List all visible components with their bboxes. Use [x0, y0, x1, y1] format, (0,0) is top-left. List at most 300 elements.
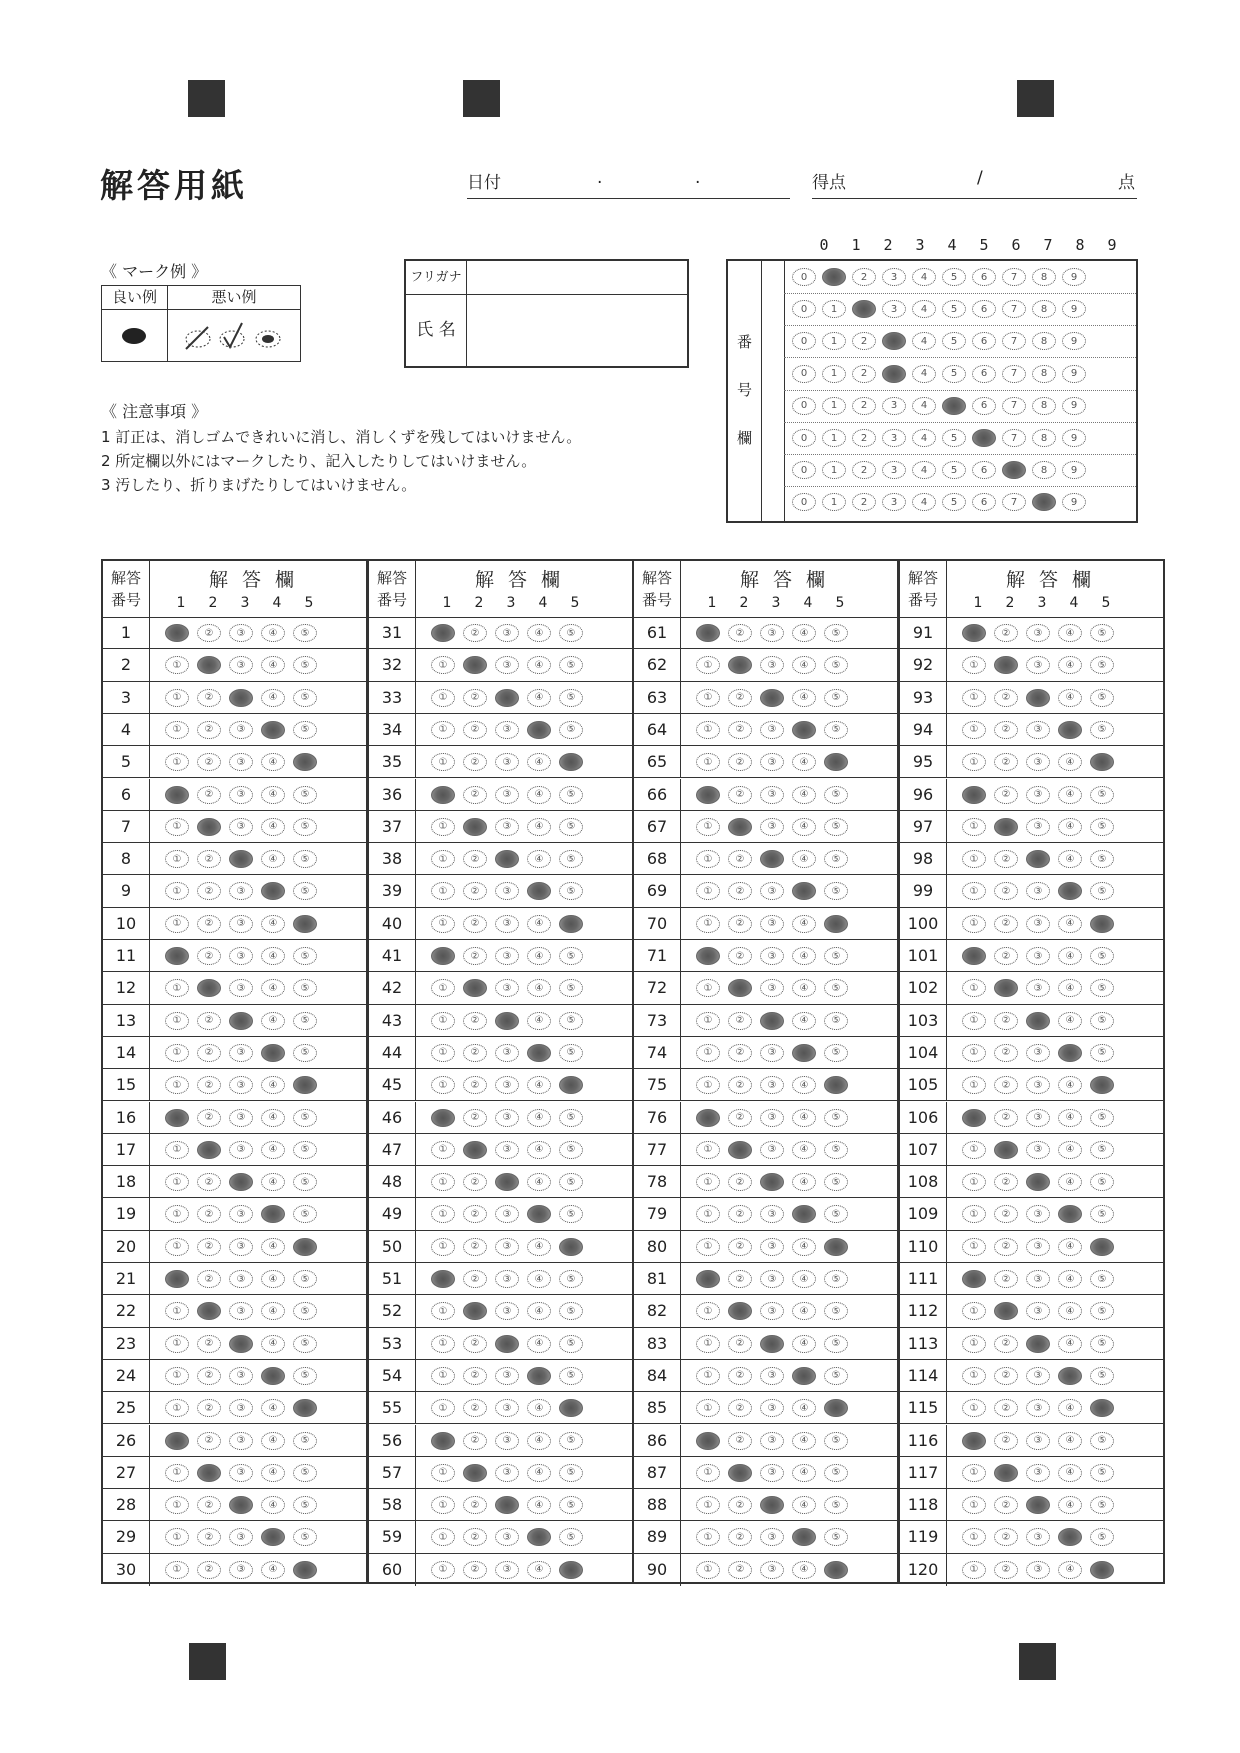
answer-bubble[interactable]	[197, 1464, 221, 1482]
answer-bubble[interactable]: ③	[760, 1302, 784, 1320]
answer-bubble[interactable]: ④	[261, 624, 285, 642]
answer-bubble[interactable]: ⑤	[293, 721, 317, 739]
answer-bubble[interactable]: ⑤	[824, 1173, 848, 1191]
answer-bubble[interactable]: ①	[962, 1561, 986, 1579]
digit-bubble[interactable]: 7	[1002, 493, 1026, 511]
answer-bubble[interactable]: ②	[197, 1270, 221, 1288]
answer-bubble[interactable]: ①	[962, 979, 986, 997]
answer-bubble[interactable]: ①	[962, 1044, 986, 1062]
answer-bubble[interactable]	[1058, 1367, 1082, 1385]
answer-bubble[interactable]: ②	[994, 689, 1018, 707]
answer-bubble[interactable]: ②	[994, 1238, 1018, 1256]
answer-bubble[interactable]: ④	[261, 1141, 285, 1159]
answer-bubble[interactable]: ③	[229, 1399, 253, 1417]
answer-bubble[interactable]: ①	[696, 1496, 720, 1514]
digit-bubble[interactable]: 9	[1062, 397, 1086, 415]
answer-bubble[interactable]: ①	[165, 1464, 189, 1482]
answer-bubble[interactable]: ⑤	[1090, 850, 1114, 868]
answer-bubble[interactable]: ①	[962, 1141, 986, 1159]
answer-bubble[interactable]: ⑤	[559, 1044, 583, 1062]
answer-bubble[interactable]: ④	[261, 818, 285, 836]
answer-bubble[interactable]: ①	[431, 979, 455, 997]
answer-bubble[interactable]: ①	[165, 689, 189, 707]
answer-bubble[interactable]: ⑤	[559, 947, 583, 965]
answer-bubble[interactable]: ④	[261, 656, 285, 674]
answer-bubble[interactable]: ④	[1058, 1335, 1082, 1353]
answer-bubble[interactable]	[1058, 1528, 1082, 1546]
answer-bubble[interactable]	[1090, 1076, 1114, 1094]
answer-bubble[interactable]: ③	[760, 1238, 784, 1256]
answer-bubble[interactable]: ④	[1058, 1432, 1082, 1450]
answer-bubble[interactable]	[824, 1399, 848, 1417]
answer-bubble[interactable]: ①	[962, 1302, 986, 1320]
answer-bubble[interactable]: ⑤	[293, 818, 317, 836]
answer-bubble[interactable]: ②	[728, 1496, 752, 1514]
answer-bubble[interactable]: ③	[760, 624, 784, 642]
answer-bubble[interactable]: ④	[1058, 915, 1082, 933]
answer-bubble[interactable]: ③	[1026, 1141, 1050, 1159]
answer-bubble[interactable]: ③	[1026, 1076, 1050, 1094]
answer-bubble[interactable]: ②	[463, 1012, 487, 1030]
answer-bubble[interactable]	[1026, 1012, 1050, 1030]
answer-bubble[interactable]: ⑤	[824, 1528, 848, 1546]
answer-bubble[interactable]: ③	[229, 1367, 253, 1385]
answer-bubble[interactable]: ④	[792, 1399, 816, 1417]
answer-bubble[interactable]: ④	[261, 1496, 285, 1514]
answer-bubble[interactable]: ①	[165, 1076, 189, 1094]
answer-bubble[interactable]: ④	[1058, 1109, 1082, 1127]
answer-bubble[interactable]: ③	[495, 1464, 519, 1482]
answer-bubble[interactable]: ①	[431, 1205, 455, 1223]
answer-bubble[interactable]: ③	[495, 1141, 519, 1159]
answer-bubble[interactable]	[962, 1432, 986, 1450]
answer-bubble[interactable]: ④	[527, 1399, 551, 1417]
answer-bubble[interactable]: ④	[1058, 753, 1082, 771]
answer-bubble[interactable]: ②	[994, 1270, 1018, 1288]
answer-bubble[interactable]: ⑤	[559, 786, 583, 804]
answer-bubble[interactable]	[792, 721, 816, 739]
answer-bubble[interactable]: ①	[431, 1496, 455, 1514]
answer-bubble[interactable]: ①	[696, 818, 720, 836]
answer-bubble[interactable]: ④	[792, 1302, 816, 1320]
answer-bubble[interactable]: ⑤	[293, 1012, 317, 1030]
digit-bubble[interactable]: 3	[882, 397, 906, 415]
answer-bubble[interactable]	[994, 1464, 1018, 1482]
answer-bubble[interactable]	[824, 753, 848, 771]
digit-bubble[interactable]	[852, 300, 876, 318]
answer-bubble[interactable]	[994, 979, 1018, 997]
answer-bubble[interactable]	[197, 1302, 221, 1320]
answer-bubble[interactable]: ③	[229, 1044, 253, 1062]
answer-bubble[interactable]: ④	[527, 1141, 551, 1159]
answer-bubble[interactable]: ⑤	[293, 786, 317, 804]
answer-bubble[interactable]: ②	[994, 1173, 1018, 1191]
answer-bubble[interactable]	[431, 1270, 455, 1288]
answer-bubble[interactable]: ①	[696, 882, 720, 900]
answer-bubble[interactable]: ③	[229, 1464, 253, 1482]
answer-bubble[interactable]: ⑤	[559, 1432, 583, 1450]
answer-bubble[interactable]: ①	[431, 656, 455, 674]
answer-bubble[interactable]: ②	[728, 1205, 752, 1223]
answer-bubble[interactable]: ①	[431, 915, 455, 933]
answer-bubble[interactable]: ③	[495, 1528, 519, 1546]
digit-bubble[interactable]: 2	[852, 332, 876, 350]
answer-bubble[interactable]: ①	[165, 1399, 189, 1417]
answer-bubble[interactable]: ②	[197, 1561, 221, 1579]
answer-bubble[interactable]: ①	[696, 656, 720, 674]
answer-bubble[interactable]: ③	[229, 1528, 253, 1546]
answer-bubble[interactable]: ①	[696, 1528, 720, 1546]
digit-bubble[interactable]: 8	[1032, 332, 1056, 350]
answer-bubble[interactable]: ⑤	[559, 1335, 583, 1353]
answer-bubble[interactable]: ④	[792, 786, 816, 804]
answer-bubble[interactable]: ③	[760, 1464, 784, 1482]
answer-bubble[interactable]: ②	[463, 1528, 487, 1546]
answer-bubble[interactable]	[463, 1464, 487, 1482]
answer-bubble[interactable]: ④	[527, 850, 551, 868]
answer-bubble[interactable]: ④	[792, 624, 816, 642]
answer-bubble[interactable]: ⑤	[1090, 979, 1114, 997]
answer-bubble[interactable]: ③	[1026, 1044, 1050, 1062]
answer-bubble[interactable]: ③	[760, 1044, 784, 1062]
answer-bubble[interactable]: ②	[994, 915, 1018, 933]
answer-bubble[interactable]	[431, 786, 455, 804]
answer-bubble[interactable]: ④	[792, 915, 816, 933]
answer-bubble[interactable]	[962, 1109, 986, 1127]
answer-bubble[interactable]: ②	[728, 1367, 752, 1385]
answer-bubble[interactable]: ④	[527, 1012, 551, 1030]
answer-bubble[interactable]: ②	[463, 1496, 487, 1514]
answer-bubble[interactable]: ③	[1026, 979, 1050, 997]
answer-bubble[interactable]: ④	[527, 1238, 551, 1256]
digit-bubble[interactable]: 2	[852, 493, 876, 511]
digit-bubble[interactable]: 1	[822, 429, 846, 447]
answer-bubble[interactable]: ①	[962, 850, 986, 868]
answer-bubble[interactable]: ⑤	[559, 1141, 583, 1159]
digit-bubble[interactable]: 3	[882, 268, 906, 286]
answer-bubble[interactable]: ③	[495, 979, 519, 997]
answer-bubble[interactable]: ⑤	[1090, 947, 1114, 965]
answer-bubble[interactable]	[463, 1141, 487, 1159]
answer-bubble[interactable]: ④	[1058, 1141, 1082, 1159]
answer-bubble[interactable]	[463, 979, 487, 997]
answer-bubble[interactable]	[431, 1432, 455, 1450]
answer-bubble[interactable]: ③	[229, 786, 253, 804]
answer-bubble[interactable]: ②	[728, 1012, 752, 1030]
answer-bubble[interactable]: ⑤	[1090, 1044, 1114, 1062]
answer-bubble[interactable]: ②	[463, 689, 487, 707]
answer-bubble[interactable]: ①	[431, 1173, 455, 1191]
answer-bubble[interactable]: ③	[495, 1205, 519, 1223]
answer-bubble[interactable]: ①	[431, 1076, 455, 1094]
digit-bubble[interactable]: 9	[1062, 461, 1086, 479]
answer-bubble[interactable]: ⑤	[293, 882, 317, 900]
answer-bubble[interactable]: ⑤	[293, 1173, 317, 1191]
answer-bubble[interactable]	[527, 1044, 551, 1062]
digit-bubble[interactable]: 1	[822, 365, 846, 383]
answer-bubble[interactable]: ⑤	[824, 1109, 848, 1127]
answer-bubble[interactable]: ③	[760, 786, 784, 804]
answer-bubble[interactable]: ⑤	[559, 689, 583, 707]
answer-bubble[interactable]: ④	[261, 1335, 285, 1353]
answer-bubble[interactable]: ⑤	[559, 1464, 583, 1482]
answer-bubble[interactable]: ①	[696, 850, 720, 868]
answer-bubble[interactable]: ②	[197, 1496, 221, 1514]
answer-bubble[interactable]	[559, 1238, 583, 1256]
answer-bubble[interactable]: ④	[527, 689, 551, 707]
answer-bubble[interactable]: ③	[1026, 786, 1050, 804]
answer-bubble[interactable]	[1090, 915, 1114, 933]
answer-bubble[interactable]: ②	[728, 624, 752, 642]
answer-bubble[interactable]: ①	[165, 1044, 189, 1062]
answer-bubble[interactable]: ②	[728, 1109, 752, 1127]
answer-bubble[interactable]: ③	[1026, 1270, 1050, 1288]
answer-bubble[interactable]: ⑤	[293, 1367, 317, 1385]
answer-bubble[interactable]	[1058, 721, 1082, 739]
answer-bubble[interactable]: ③	[1026, 915, 1050, 933]
answer-bubble[interactable]: ②	[728, 1173, 752, 1191]
answer-bubble[interactable]: ②	[463, 1109, 487, 1127]
answer-bubble[interactable]: ⑤	[824, 1464, 848, 1482]
answer-bubble[interactable]: ①	[962, 1367, 986, 1385]
answer-bubble[interactable]: ①	[165, 656, 189, 674]
answer-bubble[interactable]: ②	[728, 1561, 752, 1579]
answer-bubble[interactable]: ①	[962, 721, 986, 739]
answer-bubble[interactable]: ④	[527, 1335, 551, 1353]
answer-bubble[interactable]: ③	[495, 882, 519, 900]
furigana-input[interactable]	[467, 261, 687, 295]
answer-bubble[interactable]: ④	[792, 1270, 816, 1288]
answer-bubble[interactable]	[261, 882, 285, 900]
answer-bubble[interactable]: ③	[229, 1238, 253, 1256]
answer-bubble[interactable]: ④	[1058, 1270, 1082, 1288]
digit-bubble[interactable]: 6	[972, 365, 996, 383]
answer-bubble[interactable]	[696, 1109, 720, 1127]
answer-bubble[interactable]: ⑤	[559, 979, 583, 997]
answer-bubble[interactable]: ③	[760, 1270, 784, 1288]
answer-bubble[interactable]: ①	[696, 1076, 720, 1094]
answer-bubble[interactable]: ②	[994, 1399, 1018, 1417]
answer-bubble[interactable]: ④	[527, 1302, 551, 1320]
answer-bubble[interactable]: ③	[760, 656, 784, 674]
answer-bubble[interactable]: ③	[1026, 947, 1050, 965]
digit-bubble[interactable]	[822, 268, 846, 286]
answer-bubble[interactable]	[728, 979, 752, 997]
answer-bubble[interactable]: ⑤	[1090, 721, 1114, 739]
answer-bubble[interactable]: ④	[792, 1464, 816, 1482]
digit-bubble[interactable]: 6	[972, 493, 996, 511]
answer-bubble[interactable]: ⑤	[1090, 1012, 1114, 1030]
answer-bubble[interactable]: ②	[463, 1270, 487, 1288]
answer-bubble[interactable]	[994, 656, 1018, 674]
answer-bubble[interactable]: ③	[760, 1432, 784, 1450]
answer-bubble[interactable]: ①	[696, 721, 720, 739]
answer-bubble[interactable]: ④	[527, 1561, 551, 1579]
answer-bubble[interactable]: ④	[527, 1076, 551, 1094]
answer-bubble[interactable]: ①	[962, 753, 986, 771]
answer-bubble[interactable]: ④	[261, 1464, 285, 1482]
answer-bubble[interactable]: ①	[962, 689, 986, 707]
answer-bubble[interactable]: ①	[696, 689, 720, 707]
answer-bubble[interactable]: ①	[165, 1238, 189, 1256]
answer-bubble[interactable]: ④	[1058, 850, 1082, 868]
answer-bubble[interactable]: ③	[229, 1109, 253, 1127]
answer-bubble[interactable]: ④	[792, 1561, 816, 1579]
answer-bubble[interactable]: ①	[696, 1012, 720, 1030]
answer-bubble[interactable]: ⑤	[293, 1464, 317, 1482]
answer-bubble[interactable]: ②	[728, 1238, 752, 1256]
answer-bubble[interactable]: ②	[994, 1528, 1018, 1546]
answer-bubble[interactable]: ⑤	[824, 947, 848, 965]
digit-bubble[interactable]: 4	[912, 493, 936, 511]
answer-bubble[interactable]: ④	[792, 1076, 816, 1094]
digit-bubble[interactable]: 8	[1032, 365, 1056, 383]
answer-bubble[interactable]: ③	[495, 947, 519, 965]
answer-bubble[interactable]	[431, 624, 455, 642]
digit-bubble[interactable]: 0	[792, 397, 816, 415]
answer-bubble[interactable]: ③	[760, 979, 784, 997]
answer-bubble[interactable]: ①	[431, 1561, 455, 1579]
answer-bubble[interactable]	[463, 1302, 487, 1320]
answer-bubble[interactable]	[792, 1367, 816, 1385]
answer-bubble[interactable]: ①	[165, 850, 189, 868]
answer-bubble[interactable]: ④	[261, 786, 285, 804]
answer-bubble[interactable]: ②	[463, 1335, 487, 1353]
answer-bubble[interactable]: ④	[792, 1496, 816, 1514]
answer-bubble[interactable]	[792, 1528, 816, 1546]
answer-bubble[interactable]: ③	[495, 1270, 519, 1288]
answer-bubble[interactable]: ②	[197, 1076, 221, 1094]
digit-bubble[interactable]: 5	[942, 268, 966, 286]
digit-bubble[interactable]: 7	[1002, 397, 1026, 415]
digit-bubble[interactable]: 4	[912, 461, 936, 479]
answer-bubble[interactable]: ②	[728, 1270, 752, 1288]
answer-bubble[interactable]	[293, 1561, 317, 1579]
answer-bubble[interactable]	[760, 1173, 784, 1191]
answer-bubble[interactable]: ③	[495, 656, 519, 674]
answer-bubble[interactable]: ②	[994, 624, 1018, 642]
answer-bubble[interactable]	[293, 1399, 317, 1417]
answer-bubble[interactable]: ④	[261, 915, 285, 933]
answer-bubble[interactable]: ⑤	[293, 624, 317, 642]
answer-bubble[interactable]: ②	[728, 882, 752, 900]
answer-bubble[interactable]: ②	[728, 786, 752, 804]
answer-bubble[interactable]: ④	[1058, 818, 1082, 836]
answer-bubble[interactable]: ③	[1026, 656, 1050, 674]
digit-bubble[interactable]: 0	[792, 461, 816, 479]
answer-bubble[interactable]: ③	[229, 882, 253, 900]
answer-bubble[interactable]: ②	[463, 882, 487, 900]
answer-bubble[interactable]: ④	[527, 656, 551, 674]
answer-bubble[interactable]	[1058, 882, 1082, 900]
answer-bubble[interactable]: ②	[994, 1367, 1018, 1385]
answer-bubble[interactable]: ⑤	[1090, 1270, 1114, 1288]
digit-bubble[interactable]: 7	[1002, 429, 1026, 447]
answer-bubble[interactable]: ①	[696, 1173, 720, 1191]
answer-bubble[interactable]	[229, 1012, 253, 1030]
answer-bubble[interactable]: ②	[994, 1012, 1018, 1030]
answer-bubble[interactable]: ④	[792, 850, 816, 868]
digit-bubble[interactable]: 9	[1062, 493, 1086, 511]
answer-bubble[interactable]: ③	[495, 1432, 519, 1450]
answer-bubble[interactable]: ⑤	[824, 721, 848, 739]
answer-bubble[interactable]: ⑤	[824, 1044, 848, 1062]
answer-bubble[interactable]: ③	[229, 915, 253, 933]
digit-bubble[interactable]: 6	[972, 332, 996, 350]
answer-bubble[interactable]: ⑤	[824, 850, 848, 868]
answer-bubble[interactable]	[293, 915, 317, 933]
answer-bubble[interactable]: ⑤	[293, 947, 317, 965]
answer-bubble[interactable]: ③	[1026, 882, 1050, 900]
answer-bubble[interactable]: ⑤	[824, 1270, 848, 1288]
answer-bubble[interactable]: ⑤	[824, 818, 848, 836]
answer-bubble[interactable]	[728, 1302, 752, 1320]
answer-bubble[interactable]	[728, 818, 752, 836]
answer-bubble[interactable]	[293, 1238, 317, 1256]
answer-bubble[interactable]	[760, 1012, 784, 1030]
answer-bubble[interactable]	[463, 656, 487, 674]
answer-bubble[interactable]: ③	[229, 624, 253, 642]
digit-bubble[interactable]: 6	[972, 461, 996, 479]
answer-bubble[interactable]	[760, 689, 784, 707]
answer-bubble[interactable]: ①	[165, 1335, 189, 1353]
digit-bubble[interactable]: 0	[792, 300, 816, 318]
answer-bubble[interactable]: ③	[760, 947, 784, 965]
answer-bubble[interactable]: ③	[760, 882, 784, 900]
answer-bubble[interactable]	[760, 1335, 784, 1353]
answer-bubble[interactable]: ④	[261, 1076, 285, 1094]
answer-bubble[interactable]	[792, 1205, 816, 1223]
answer-bubble[interactable]	[1026, 689, 1050, 707]
answer-bubble[interactable]: ①	[962, 1238, 986, 1256]
answer-bubble[interactable]: ⑤	[824, 882, 848, 900]
answer-bubble[interactable]: ①	[962, 1335, 986, 1353]
answer-bubble[interactable]: ③	[495, 1561, 519, 1579]
answer-bubble[interactable]: ②	[197, 1238, 221, 1256]
answer-bubble[interactable]	[229, 1335, 253, 1353]
answer-bubble[interactable]: ②	[994, 1076, 1018, 1094]
answer-bubble[interactable]: ②	[994, 1205, 1018, 1223]
answer-bubble[interactable]: ②	[994, 721, 1018, 739]
score-field[interactable]	[812, 168, 1137, 199]
answer-bubble[interactable]: ②	[994, 1496, 1018, 1514]
answer-bubble[interactable]: ①	[165, 1302, 189, 1320]
answer-bubble[interactable]: ②	[728, 947, 752, 965]
answer-bubble[interactable]: ③	[760, 915, 784, 933]
answer-bubble[interactable]: ②	[994, 1561, 1018, 1579]
answer-bubble[interactable]: ⑤	[559, 882, 583, 900]
answer-bubble[interactable]	[962, 1270, 986, 1288]
answer-bubble[interactable]	[696, 1432, 720, 1450]
answer-bubble[interactable]: ③	[760, 818, 784, 836]
answer-bubble[interactable]: ③	[1026, 1528, 1050, 1546]
answer-bubble[interactable]	[527, 1205, 551, 1223]
answer-bubble[interactable]: ④	[792, 947, 816, 965]
digit-bubble[interactable]: 1	[822, 461, 846, 479]
digit-bubble[interactable]	[1032, 493, 1056, 511]
answer-bubble[interactable]: ③	[1026, 1205, 1050, 1223]
answer-bubble[interactable]: ②	[197, 850, 221, 868]
answer-bubble[interactable]	[792, 882, 816, 900]
answer-bubble[interactable]: ⑤	[559, 1302, 583, 1320]
digit-bubble[interactable]: 8	[1032, 461, 1056, 479]
answer-bubble[interactable]: ③	[1026, 1302, 1050, 1320]
answer-bubble[interactable]: ③	[495, 1238, 519, 1256]
answer-bubble[interactable]: ③	[495, 753, 519, 771]
answer-bubble[interactable]: ①	[696, 1205, 720, 1223]
digit-bubble[interactable]: 5	[942, 461, 966, 479]
answer-bubble[interactable]	[495, 850, 519, 868]
